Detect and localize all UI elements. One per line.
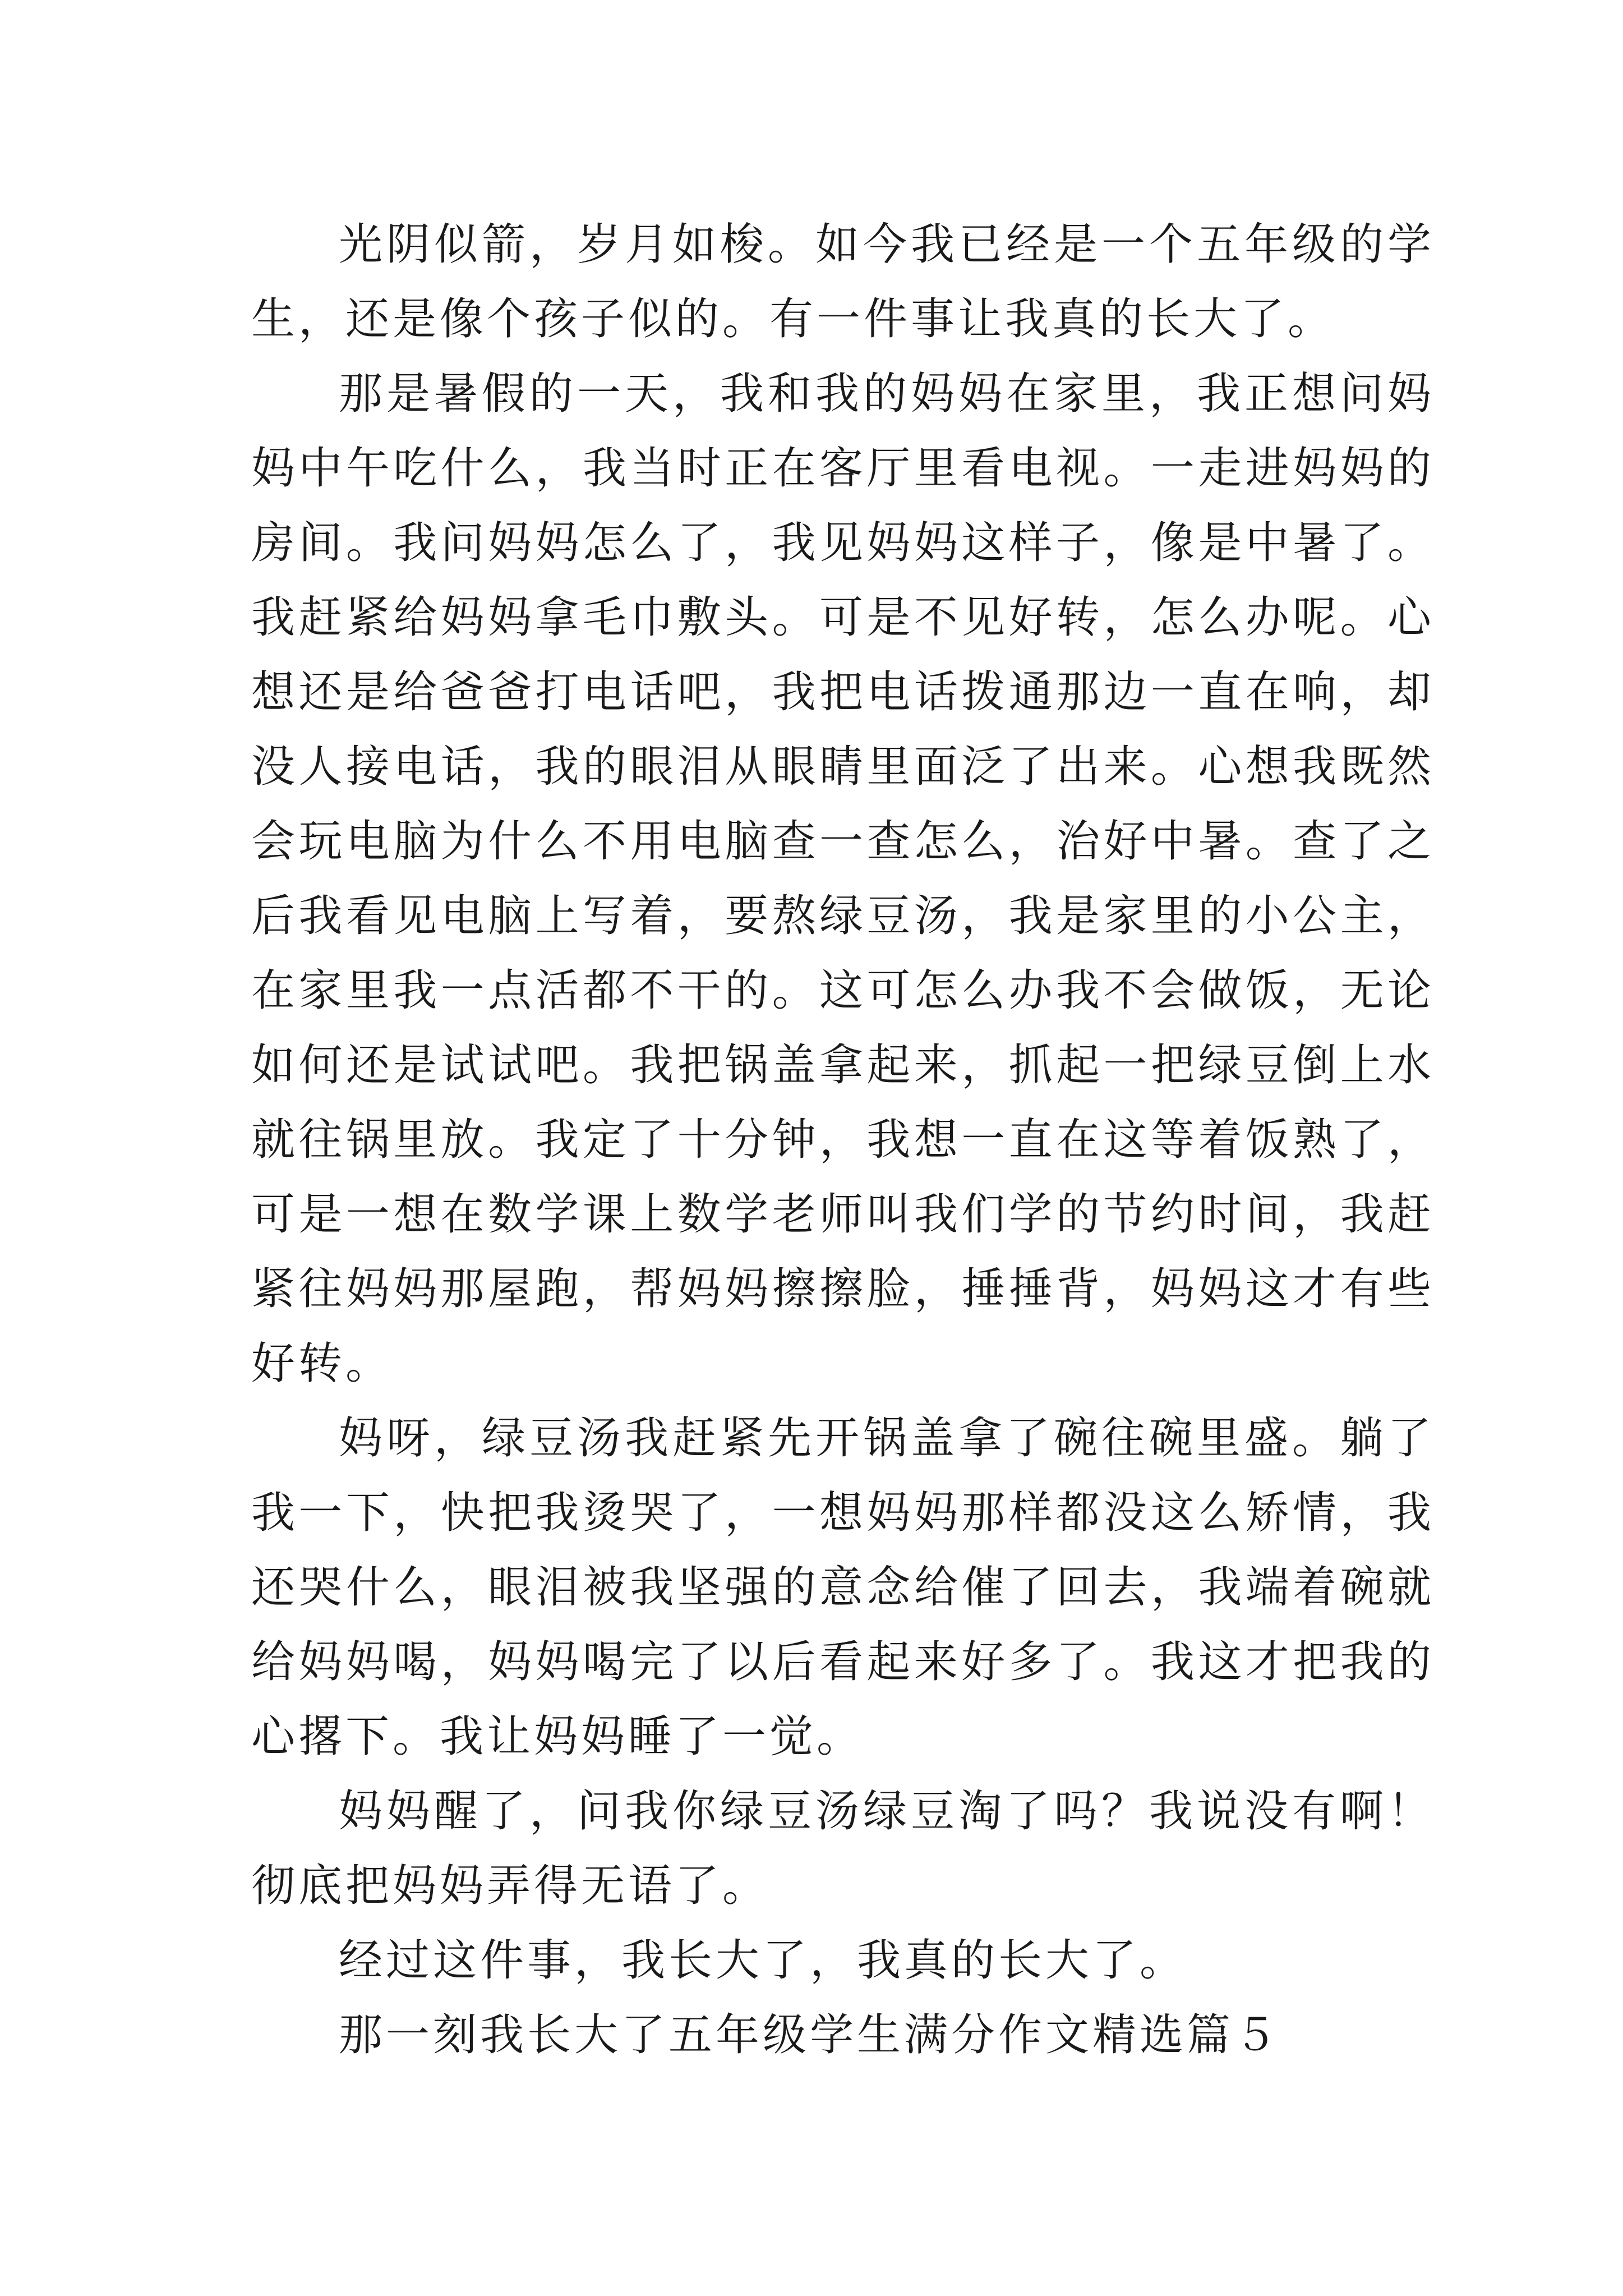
paragraph-5: 经过这件事，我长大了，我真的长大了。	[339, 1935, 1187, 1986]
paragraph-3: 妈呀，绿豆汤我赶紧先开锅盖拿了碗往碗里盛。躺了我一下，快把我烫哭了，一想妈妈那样都没这么矫情，我还哭什么，眼泪被我坚强的意念给催了回去，我端着碗就给妈妈喝，妈妈喝完了以后看起来好多了。我这才把我的心撂下。我让妈妈睡了一觉。	[251, 1413, 1435, 1762]
section-heading: 那一刻我长大了五年级学生满分作文精选篇５	[339, 2010, 1281, 2060]
paragraph-2: 那是暑假的一天，我和我的妈妈在家里，我正想问妈妈中午吃什么，我当时正在客厅里看电视。一走进妈妈的房间。我问妈妈怎么了，我见妈妈这样子，像是中暑了。我赶紧给妈妈拿毛巾敷头。可是不见好转，怎么办呢。心想还是给爸爸打电话吧，我把电话拨通那边一直在响，却没人接电话，我的眼泪从眼睛里面泛了出来。心想我既然会玩电脑为什么不用电脑查一查怎么，治好中暑。查了之后我看见电脑上写着，要熬绿豆汤，我是家里的小公主，在家里我一点活都不干的。这可怎么办我不会做饭，无论如何还是试试吧。我把锅盖拿起来，抓起一把绿豆倒上水就往锅里放。我定了十分钟，我想一直在这等着饭熟了，可是一想在数学课上数学老师叫我们学的节约时间，我赶紧往妈妈那屋跑，帮妈妈擦擦脸，捶捶背，妈妈这才有些好转。	[251, 369, 1435, 1389]
essay-body	[251, 208, 1435, 2073]
paragraph-1: 光阴似箭，岁月如梭。如今我已经是一个五年级的学生，还是像个孩子似的。有一件事让我真的长大了。	[251, 219, 1435, 344]
paragraph-4: 妈妈醒了，问我你绿豆汤绿豆淘了吗？我说没有啊！彻底把妈妈弄得无语了。	[251, 1786, 1435, 1911]
